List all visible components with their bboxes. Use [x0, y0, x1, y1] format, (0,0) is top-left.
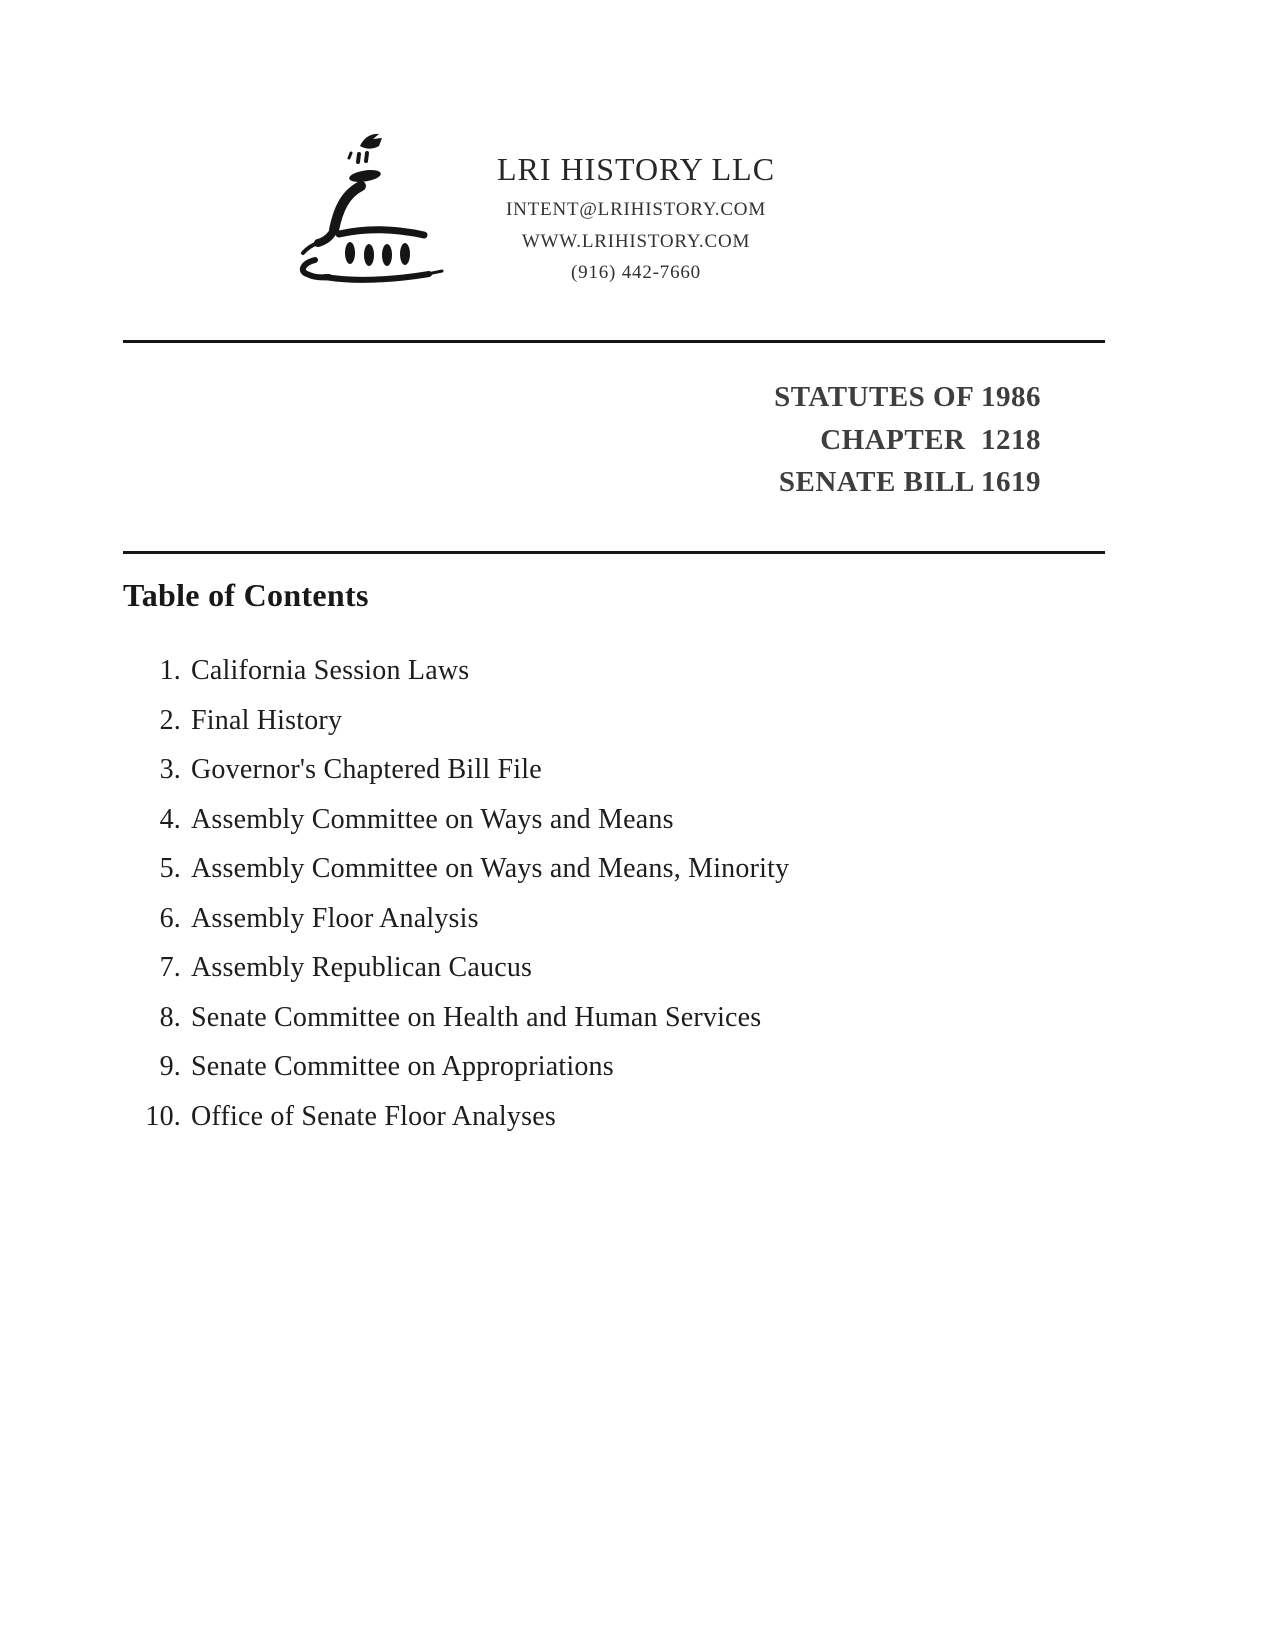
- statutes-line: STATUTES OF 1986: [774, 381, 1041, 413]
- toc-item-label: Assembly Committee on Ways and Means: [191, 803, 674, 835]
- toc-item-senate-health-human-services: [123, 993, 1103, 1043]
- toc-item-number: 10.: [145, 1100, 181, 1132]
- toc-item-assembly-floor-analysis: [123, 894, 1103, 944]
- toc-item-number: 4.: [159, 803, 181, 835]
- toc-item-label: Governor's Chaptered Bill File: [191, 754, 542, 785]
- toc-item-label: Senate Committee on Health and Human Services: [191, 1001, 762, 1033]
- company-phone: (916) 442-7660: [571, 262, 701, 283]
- toc-list: [123, 646, 1103, 1141]
- toc-item-senate-appropriations: [123, 1042, 1103, 1092]
- case-reference-block: [774, 376, 1041, 504]
- toc-item-office-senate-floor-analyses: [123, 1092, 1103, 1142]
- chapter-line: CHAPTER 1218: [820, 423, 1041, 456]
- toc-heading: Table of Contents: [123, 577, 369, 613]
- company-website: WWW.LRIHISTORY.COM: [521, 230, 751, 252]
- toc-item-label: Assembly Republican Caucus: [191, 952, 533, 983]
- company-header: [468, 148, 804, 289]
- toc-item-label: Final History: [191, 704, 343, 736]
- horizontal-rule-top: [123, 340, 1105, 343]
- toc-item-label: Assembly Floor Analysis: [191, 902, 479, 934]
- toc-item-final-history: [123, 696, 1103, 746]
- toc-item-number: 7.: [159, 952, 181, 983]
- toc-item-assembly-republican-caucus: [123, 943, 1103, 993]
- senate-bill-line: SENATE BILL 1619: [778, 466, 1041, 498]
- toc-item-governors-chaptered-bill-file: [123, 745, 1103, 795]
- toc-item-number: 2.: [159, 704, 181, 736]
- horizontal-rule-bottom: [123, 551, 1105, 554]
- toc-item-assembly-ways-and-means-minority: [123, 844, 1103, 894]
- toc-item-label: California Session Laws: [191, 655, 470, 686]
- toc-item-number: 8.: [159, 1001, 181, 1033]
- company-email: INTENT@LRIHISTORY.COM: [505, 199, 767, 220]
- toc-item-label: Assembly Committee on Ways and Means, Minority: [191, 853, 790, 884]
- toc-item-number: 6.: [159, 902, 181, 934]
- capitol-dome-logo-icon: [293, 126, 445, 286]
- toc-item-number: 5.: [159, 853, 181, 884]
- toc-item-label: Senate Committee on Appropriations: [191, 1051, 614, 1082]
- toc-item-number: 3.: [159, 754, 181, 785]
- company-name: LRI HISTORY LLC: [496, 151, 776, 187]
- toc-item-number: 9.: [159, 1051, 181, 1082]
- toc-item-label: Office of Senate Floor Analyses: [191, 1100, 556, 1132]
- toc-item-california-session-laws: [123, 646, 1103, 696]
- toc-item-number: 1.: [159, 655, 181, 686]
- toc-item-assembly-ways-and-means: [123, 795, 1103, 845]
